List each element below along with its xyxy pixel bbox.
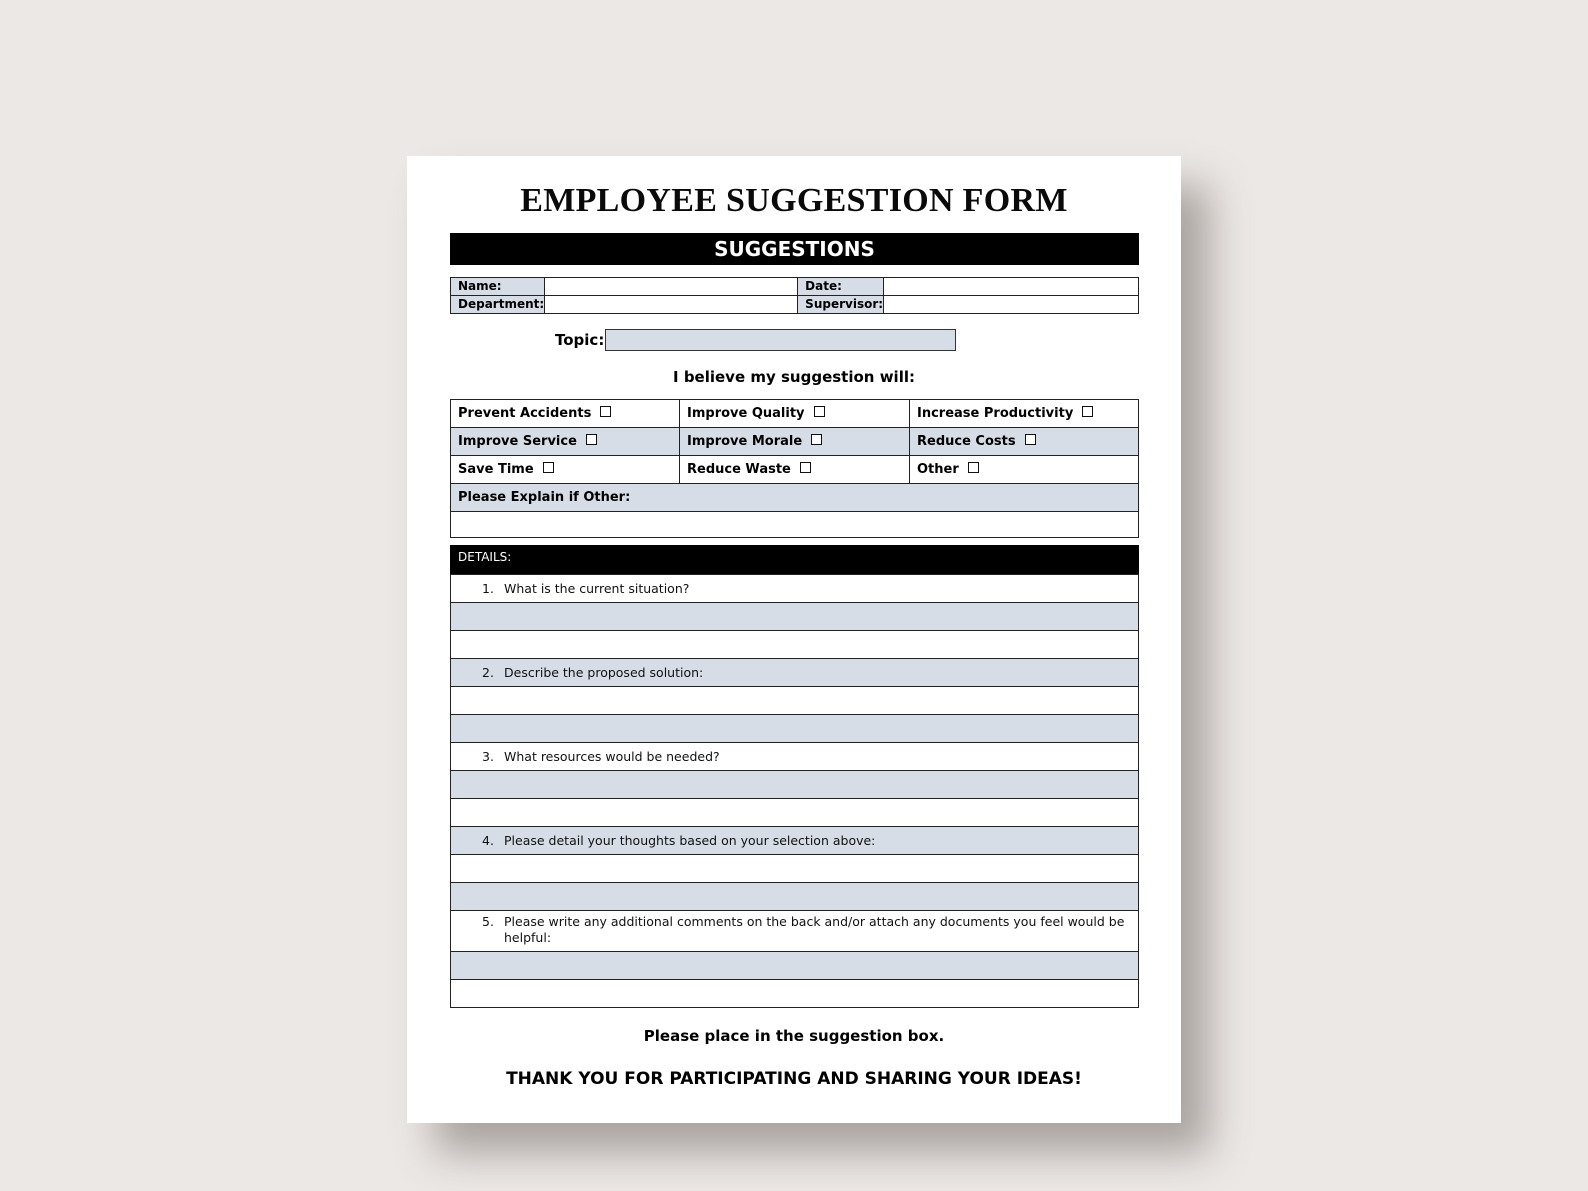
improve-service-checkbox[interactable]	[586, 434, 597, 445]
believe-heading: I believe my suggestion will:	[673, 368, 915, 386]
answer-line[interactable]	[451, 687, 1139, 715]
option-reduce-waste	[680, 456, 910, 484]
topic-input[interactable]	[605, 329, 956, 351]
question-text: What resources would be needed?	[504, 748, 720, 764]
other-checkbox[interactable]	[968, 462, 979, 473]
answer-line[interactable]	[451, 603, 1139, 631]
option-improve-quality	[680, 400, 910, 428]
question-number: 5.	[482, 914, 494, 929]
option-improve-service	[451, 428, 680, 456]
details-header: DETAILS:	[450, 545, 1139, 574]
option-save-time	[451, 456, 680, 484]
save-time-checkbox[interactable]	[543, 462, 554, 473]
department-label: Department:	[451, 296, 545, 314]
details-table	[450, 574, 1139, 1008]
reduce-waste-checkbox[interactable]	[800, 462, 811, 473]
options-table	[450, 399, 1139, 538]
option-other	[910, 456, 1139, 484]
question-text: Please detail your thoughts based on your selection above:	[504, 832, 876, 848]
improve-morale-checkbox[interactable]	[811, 434, 822, 445]
place-instruction: Please place in the suggestion box.	[643, 1027, 945, 1045]
option-label: Other	[917, 462, 959, 477]
form-page	[407, 156, 1181, 1123]
improve-quality-checkbox[interactable]	[814, 406, 825, 417]
supervisor-label: Supervisor:	[798, 296, 884, 314]
question-text: Describe the proposed solution:	[504, 664, 704, 680]
question-number: 2.	[482, 664, 494, 680]
answer-line[interactable]	[451, 855, 1139, 883]
form-title: EMPLOYEE SUGGESTION FORM	[520, 182, 1068, 219]
answer-line[interactable]	[451, 631, 1139, 659]
info-table	[450, 277, 1139, 314]
answer-line[interactable]	[451, 883, 1139, 911]
question-row	[451, 575, 1139, 603]
explain-other-label: Please Explain if Other:	[451, 484, 1139, 512]
question-row	[451, 911, 1139, 952]
question-number: 4.	[482, 832, 494, 848]
answer-line[interactable]	[451, 799, 1139, 827]
option-label: Reduce Waste	[687, 462, 791, 477]
option-label: Reduce Costs	[917, 434, 1016, 449]
thank-you-message: THANK YOU FOR PARTICIPATING AND SHARING YOUR IDEAS!	[506, 1069, 1082, 1089]
explain-other-field[interactable]	[451, 512, 1139, 538]
date-label: Date:	[798, 278, 884, 296]
option-label: Improve Morale	[687, 434, 803, 449]
supervisor-field[interactable]	[884, 296, 1139, 314]
name-field[interactable]	[545, 278, 798, 296]
option-label: Prevent Accidents	[458, 406, 592, 421]
answer-line[interactable]	[451, 715, 1139, 743]
department-field[interactable]	[545, 296, 798, 314]
option-label: Improve Quality	[687, 406, 805, 421]
option-increase-productivity	[910, 400, 1139, 428]
reduce-costs-checkbox[interactable]	[1025, 434, 1036, 445]
question-text: What is the current situation?	[504, 580, 690, 596]
increase-productivity-checkbox[interactable]	[1082, 406, 1093, 417]
date-field[interactable]	[884, 278, 1139, 296]
question-number: 3.	[482, 748, 494, 764]
answer-line[interactable]	[451, 980, 1139, 1008]
question-row	[451, 743, 1139, 771]
question-row	[451, 827, 1139, 855]
suggestions-header: SUGGESTIONS	[450, 233, 1139, 265]
option-prevent-accidents	[451, 400, 680, 428]
topic-label: Topic:	[555, 331, 605, 349]
question-text: Please write any additional comments on the back and/or attach any documents you feel would be helpful:	[504, 914, 1125, 945]
question-row	[451, 659, 1139, 687]
option-label: Increase Productivity	[917, 406, 1074, 421]
prevent-accidents-checkbox[interactable]	[600, 406, 611, 417]
option-improve-morale	[680, 428, 910, 456]
answer-line[interactable]	[451, 952, 1139, 980]
option-label: Save Time	[458, 462, 534, 477]
option-reduce-costs	[910, 428, 1139, 456]
name-label: Name:	[451, 278, 545, 296]
question-number: 1.	[482, 580, 494, 596]
option-label: Improve Service	[458, 434, 577, 449]
answer-line[interactable]	[451, 771, 1139, 799]
